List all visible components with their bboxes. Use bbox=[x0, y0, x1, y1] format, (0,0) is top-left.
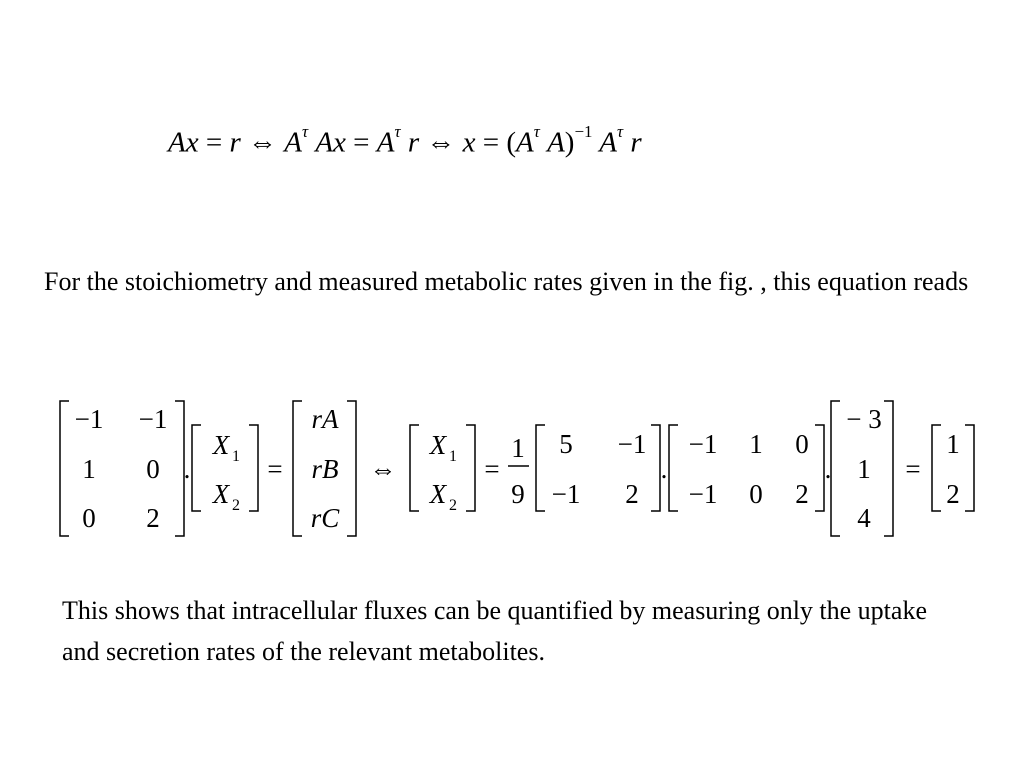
matrix-cell: 0 bbox=[146, 454, 160, 484]
eq-term: A bbox=[539, 126, 565, 159]
vector-entry: 2 bbox=[946, 479, 960, 509]
bracket-right bbox=[815, 425, 824, 511]
bracket-right bbox=[965, 425, 974, 511]
vector-entry: X bbox=[429, 430, 447, 460]
matrix-cell: −1 bbox=[74, 404, 104, 434]
eq-superscript: τ bbox=[394, 122, 401, 141]
eq-term: r bbox=[623, 126, 642, 159]
bracket-left bbox=[536, 425, 545, 511]
eq-superscript: τ bbox=[301, 122, 309, 141]
bracket-left bbox=[410, 425, 419, 511]
eq-operator: = bbox=[198, 126, 230, 159]
conclusion-paragraph: This shows that intracellular fluxes can be quantified by measuring only the uptake and secretion rates of the relevant metabolites. bbox=[62, 596, 927, 666]
bracket-right bbox=[884, 401, 893, 536]
eq-term: r bbox=[400, 126, 420, 159]
eq-term: Ax bbox=[168, 126, 199, 159]
matrix-cell: −1 bbox=[688, 429, 718, 459]
vector-entry: 1 bbox=[946, 429, 960, 459]
eq-operator: ) bbox=[564, 126, 575, 159]
bracket-right bbox=[347, 401, 356, 536]
matrix-equation-svg bbox=[0, 395, 1024, 545]
intro-paragraph: For the stoichiometry and measured metabolic rates given in the fig. , this equation reads bbox=[44, 267, 969, 296]
iff-sign: ⇔ bbox=[369, 454, 397, 484]
matrix-cell: −1 bbox=[617, 429, 647, 459]
flux-matrix-equation bbox=[0, 395, 1024, 545]
vector-entry: X bbox=[212, 430, 230, 460]
matrix-cell: 5 bbox=[559, 429, 573, 459]
dot-operator: . bbox=[660, 454, 668, 484]
eq-operator: ⇔ bbox=[419, 126, 463, 159]
least-squares-equation bbox=[168, 122, 642, 159]
vector-entry: − 3 bbox=[846, 404, 882, 434]
matrix-cell: 0 bbox=[82, 503, 96, 533]
bracket-left bbox=[932, 425, 941, 511]
vector-entry: 4 bbox=[857, 503, 871, 533]
eq-operator: ⇔ bbox=[240, 126, 285, 159]
eq-operator: = ( bbox=[475, 126, 517, 159]
fraction-numerator: 1 bbox=[511, 433, 525, 463]
bracket-left bbox=[831, 401, 840, 536]
dot-operator: . bbox=[183, 454, 191, 484]
eq-operator: = bbox=[345, 126, 377, 159]
eq-term: A bbox=[592, 126, 618, 159]
bracket-right bbox=[249, 425, 258, 511]
matrix-cell: −1 bbox=[551, 479, 581, 509]
vector-subscript: 2 bbox=[449, 497, 457, 514]
matrix-cell: 1 bbox=[82, 454, 96, 484]
vector-subscript: 2 bbox=[232, 497, 240, 514]
vector-entry: rA bbox=[311, 404, 339, 434]
vector-entry: rB bbox=[311, 454, 339, 484]
vector-entry: X bbox=[212, 479, 230, 509]
eq-term: Ax bbox=[308, 126, 346, 159]
eq-term: x bbox=[462, 126, 476, 159]
matrix-cell: −1 bbox=[688, 479, 718, 509]
matrix-cell: 2 bbox=[795, 479, 809, 509]
matrix-cell: 1 bbox=[749, 429, 763, 459]
vector-subscript: 1 bbox=[232, 448, 240, 465]
matrix-cell: −1 bbox=[138, 404, 168, 434]
eq-term: A bbox=[516, 126, 534, 159]
matrix-cell: 2 bbox=[625, 479, 639, 509]
matrix-cell: 0 bbox=[795, 429, 809, 459]
eq-superscript: τ bbox=[617, 122, 624, 141]
bracket-right bbox=[466, 425, 475, 511]
bracket-left bbox=[192, 425, 201, 511]
bracket-left bbox=[60, 401, 69, 536]
equals-sign: = bbox=[905, 454, 921, 484]
eq-term: A bbox=[284, 126, 302, 159]
fraction-denominator: 9 bbox=[511, 479, 525, 509]
eq-term: A bbox=[376, 126, 395, 159]
vector-subscript: 1 bbox=[449, 448, 457, 465]
matrix-cell: 0 bbox=[749, 479, 763, 509]
dot-operator: . bbox=[824, 454, 832, 484]
bracket-left bbox=[293, 401, 302, 536]
bracket-left bbox=[669, 425, 678, 511]
eq-term: r bbox=[229, 126, 241, 159]
bracket-right bbox=[651, 425, 660, 511]
equals-sign: = bbox=[484, 454, 500, 484]
matrix-cell: 2 bbox=[146, 503, 160, 533]
vector-entry: X bbox=[429, 479, 447, 509]
vector-entry: 1 bbox=[857, 454, 871, 484]
vector-entry: rC bbox=[310, 503, 340, 533]
eq-superscript: τ bbox=[533, 122, 540, 141]
eq-superscript: −1 bbox=[574, 122, 593, 141]
equals-sign: = bbox=[267, 454, 283, 484]
